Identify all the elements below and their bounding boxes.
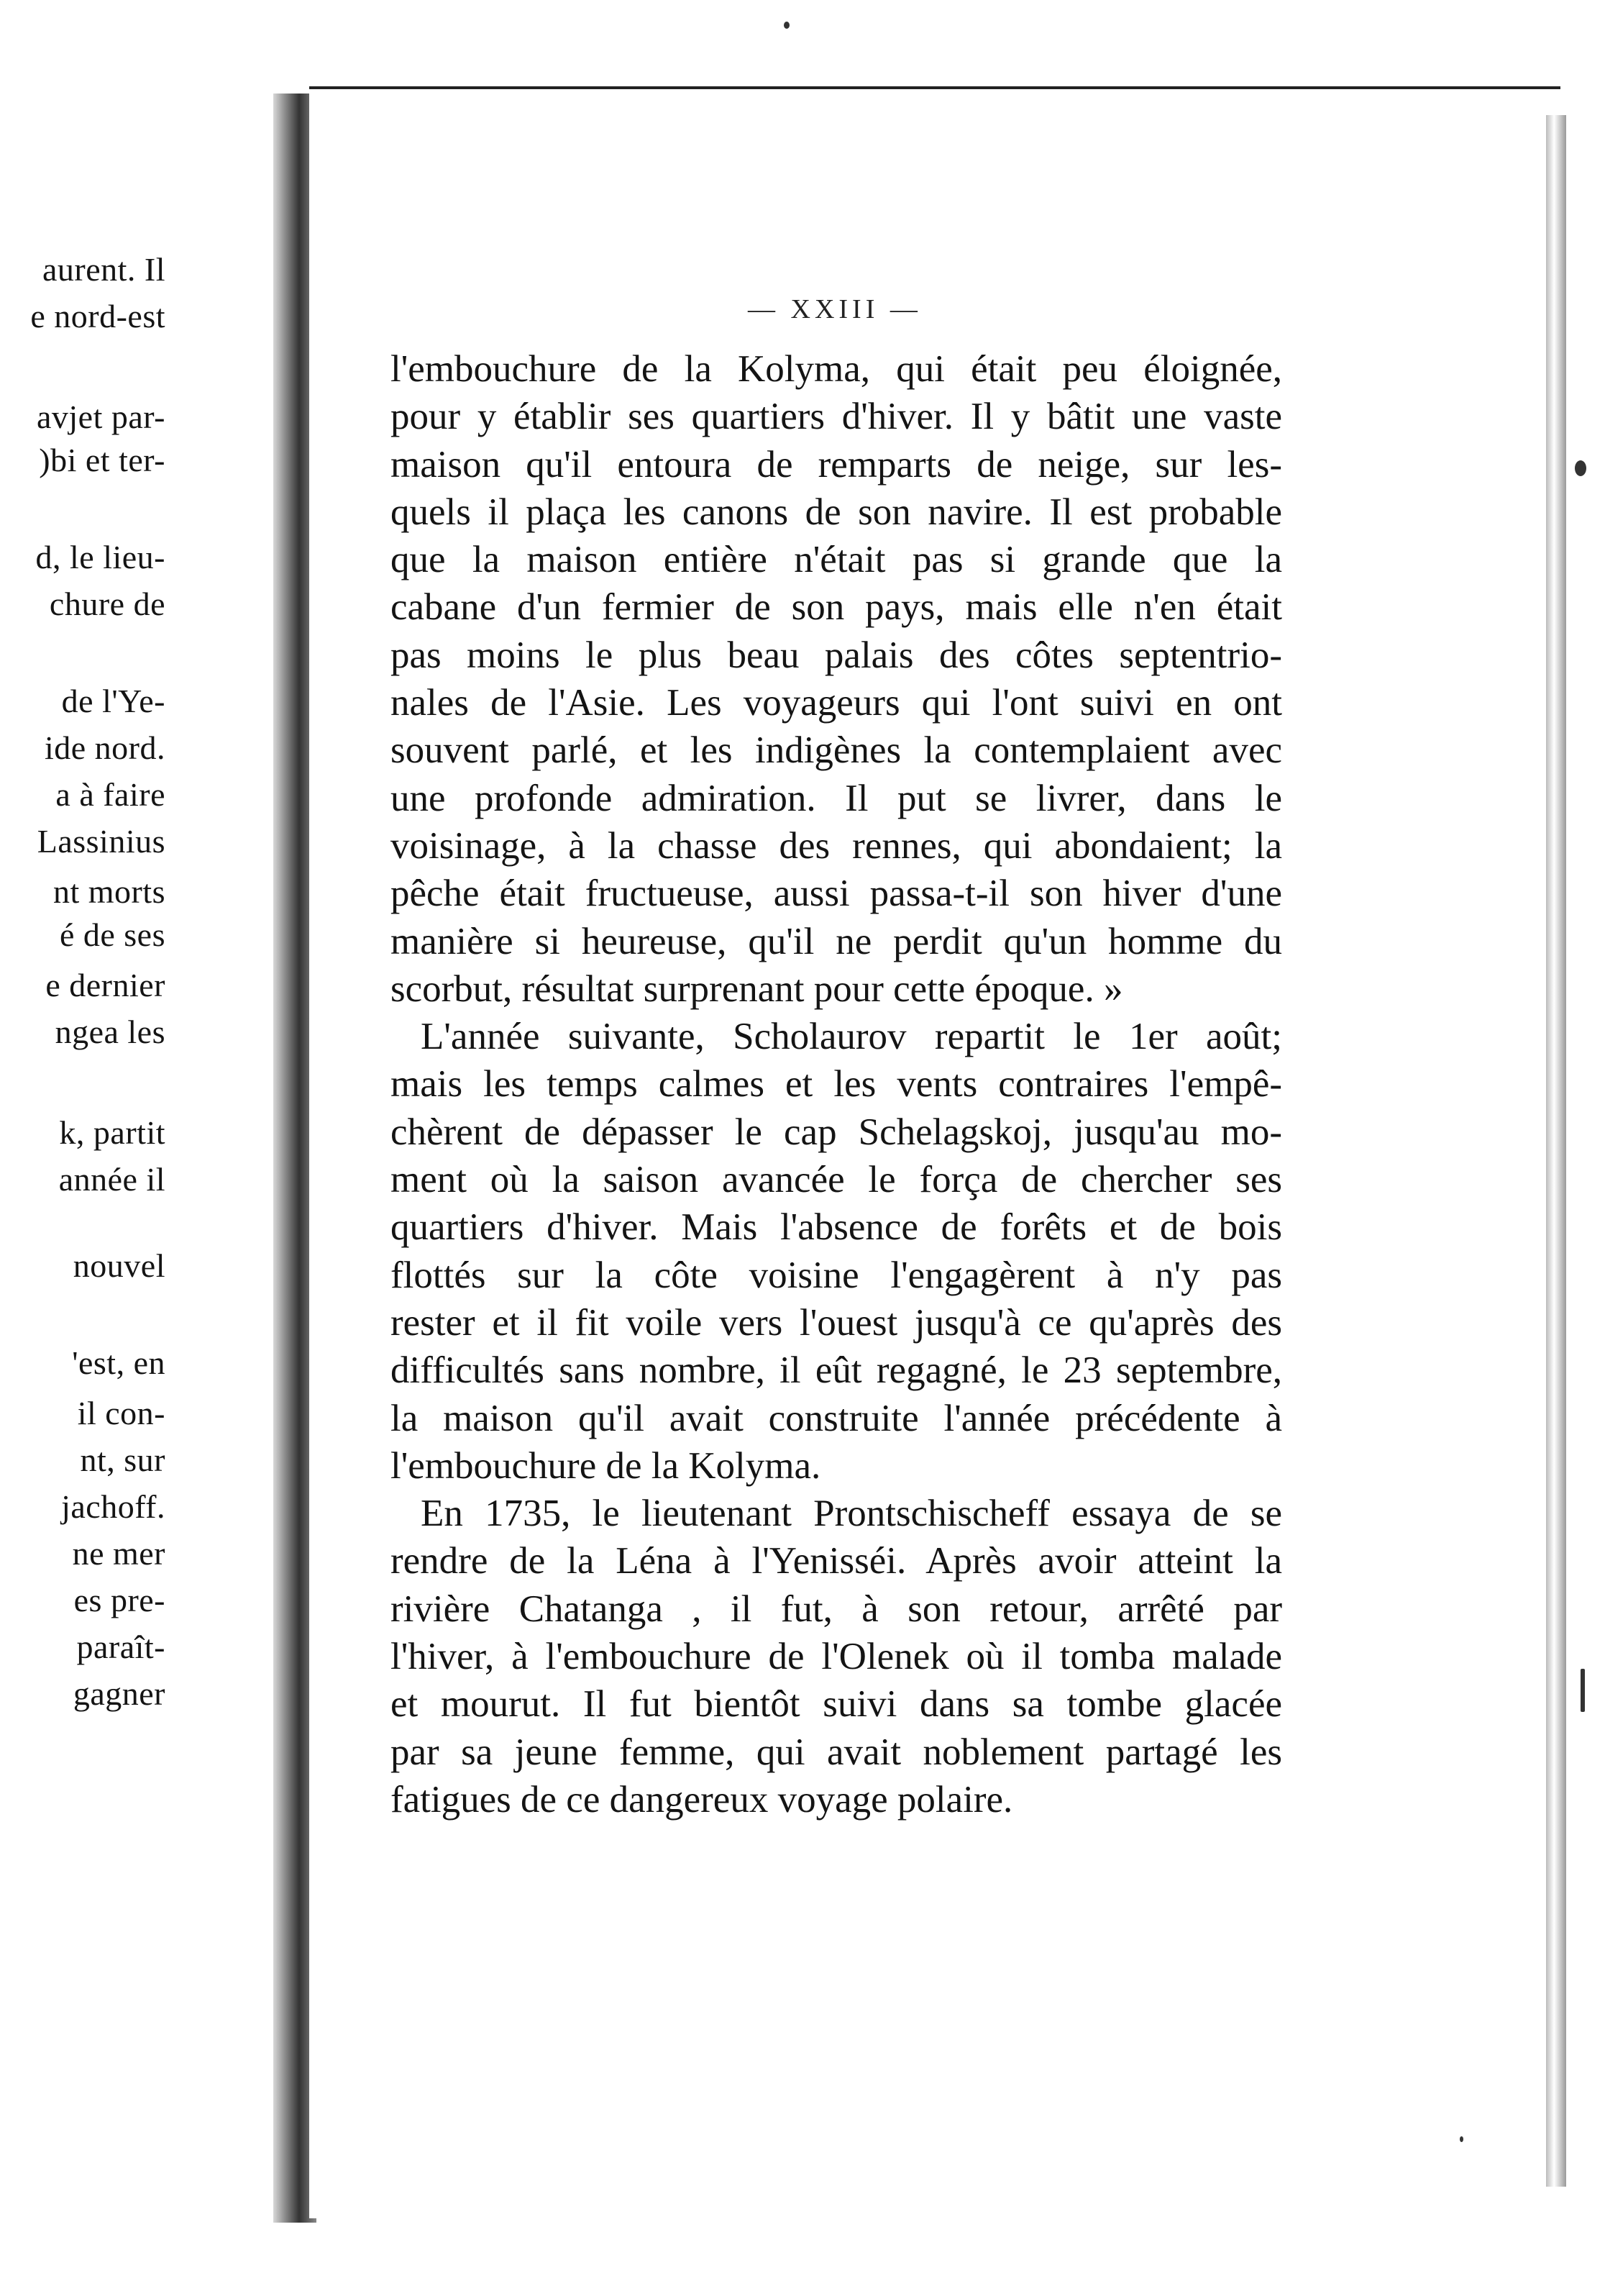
text-line: que la maison entière n'était pas si grande que la	[390, 539, 1282, 581]
text-line: l'embouchure de la Kolyma.	[390, 1444, 821, 1487]
scan-speck	[1581, 1669, 1585, 1712]
text-line: voisinage, à la chasse des rennes, qui abondaient; la	[390, 824, 1282, 867]
text-line: En 1735, le lieutenant Prontschischeff essaya de se	[421, 1493, 1282, 1535]
text-line: ment où la saison avancée le força de chercher ses	[390, 1159, 1282, 1201]
left-page-line: ide nord.	[44, 729, 165, 766]
text-line: pour y établir ses quartiers d'hiver. Il y bâtit une vaste	[390, 396, 1282, 438]
text-line: flottés sur la côte voisine l'engagèrent à n'y pas	[390, 1254, 1282, 1296]
body-text	[390, 345, 1282, 1823]
text-line: scorbut, résultat surprenant pour cette époque. »	[390, 967, 1123, 1010]
text-line: rivière Chatanga , il fut, à son retour, arrêté par	[390, 1587, 1282, 1630]
text-line: quels il plaça les canons de son navire. Il est probable	[390, 491, 1282, 533]
left-page-line: ne mer	[72, 1535, 165, 1572]
left-page-line: gagner	[73, 1675, 165, 1712]
text-line: L'année suivante, Scholaurov repartit le 1er août;	[421, 1016, 1282, 1058]
text-line: rendre de la Léna à l'Yenisséi. Après avoir atteint la	[390, 1540, 1282, 1582]
text-line: difficultés sans nombre, il eût regagné, le 23 septembre,	[390, 1349, 1282, 1392]
text-line: et mourut. Il fut bientôt suivi dans sa tombe glacée	[390, 1683, 1282, 1726]
text-line: la maison qu'il avait construite l'année précédente à	[390, 1397, 1282, 1439]
left-page-line: de l'Ye-	[61, 683, 165, 719]
text-line: fatigues de ce dangereux voyage polaire.	[390, 1778, 1013, 1821]
scan-speck	[1575, 460, 1586, 476]
left-page-line: e nord-est	[30, 298, 165, 334]
left-page-line: e dernier	[45, 967, 165, 1003]
text-line: maison qu'il entoura de remparts de neige, sur les-	[390, 443, 1282, 486]
left-page-line: é de ses	[59, 916, 165, 953]
left-page-line: jachoff.	[61, 1488, 165, 1525]
text-line: manière si heureuse, qu'il ne perdit qu'un homme du	[390, 920, 1282, 962]
text-line: pas moins le plus beau palais des côtes septentrio-	[390, 634, 1282, 676]
scan-speck	[784, 22, 790, 29]
left-page-line: )bi et ter-	[39, 442, 165, 478]
left-page-line: k, partit	[59, 1114, 165, 1151]
text-line: rester et il fit voile vers l'ouest jusqu'à ce qu'après des	[390, 1301, 1282, 1344]
text-line: l'embouchure de la Kolyma, qui était peu éloignée,	[390, 348, 1282, 390]
text-line: pêche était fructueuse, aussi passa-t-il son hiver d'une	[390, 873, 1282, 915]
text-line: l'hiver, à l'embouchure de l'Olenek où il tomba malade	[390, 1636, 1282, 1678]
text-line: quartiers d'hiver. Mais l'absence de forêts et de bois	[390, 1206, 1282, 1249]
left-page-line: d, le lieu-	[35, 539, 165, 575]
left-page-line: ngea les	[55, 1013, 165, 1050]
left-page-line: nt morts	[52, 873, 165, 910]
left-page-line: aurent. Il	[42, 251, 165, 288]
text-line: par sa jeune femme, qui avait noblement partagé les	[390, 1731, 1282, 1773]
left-page-line: Lassinius	[37, 823, 165, 860]
left-page-line: 'est, en	[72, 1344, 165, 1381]
left-page-line: a à faire	[55, 776, 165, 813]
text-line: chèrent de dépasser le cap Schelagskoj, jusqu'au mo-	[390, 1111, 1282, 1153]
left-page-line: il con-	[77, 1395, 165, 1431]
left-page-line: nouvel	[73, 1247, 165, 1284]
text-line: mais les temps calmes et les vents contraires l'empê-	[390, 1063, 1282, 1106]
left-page-line: nt, sur	[80, 1441, 165, 1478]
left-page-line: es pre-	[73, 1582, 165, 1618]
left-page-line: année il	[58, 1161, 165, 1198]
text-line: cabane d'un fermier de son pays, mais elle n'en était	[390, 586, 1282, 629]
text-line: souvent parlé, et les indigènes la contemplaient avec	[390, 729, 1282, 772]
left-page-line: paraît-	[76, 1628, 165, 1665]
left-page-line: chure de	[49, 586, 165, 622]
text-line: une profonde admiration. Il put se livrer, dans le	[390, 777, 1282, 819]
page-number: — XXIII —	[748, 294, 922, 324]
scan-speck	[1460, 2136, 1463, 2142]
left-page-line: avjet par-	[36, 398, 165, 435]
left-facing-page	[0, 90, 284, 2205]
page-edge	[1546, 115, 1566, 2187]
text-line: nales de l'Asie. Les voyageurs qui l'ont suivi en ont	[390, 682, 1282, 724]
